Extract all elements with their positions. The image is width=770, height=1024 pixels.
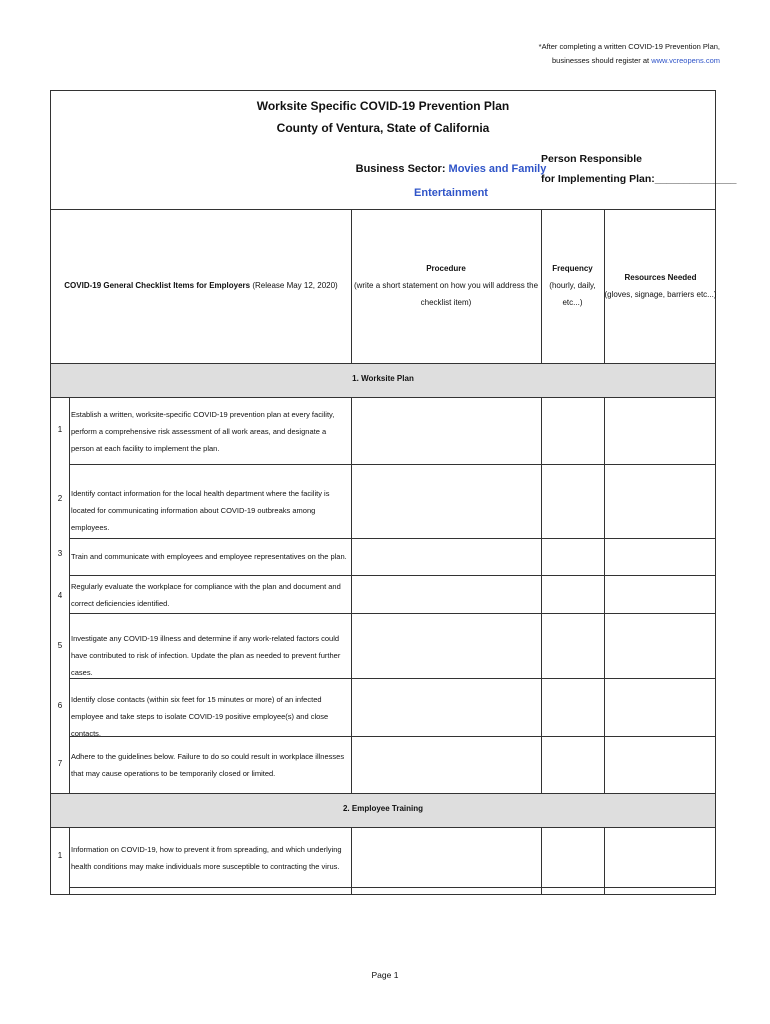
row-number: 2 <box>57 494 63 503</box>
person-responsible-field[interactable]: for Implementing Plan:______________ <box>541 173 737 185</box>
rule <box>541 827 542 895</box>
header-procedure <box>351 260 541 311</box>
rule <box>51 827 715 828</box>
checklist-item-text: Identify contact information for the local health department where the facility is located for communicating information about COVID-19 outbreaks among employees. <box>71 489 330 532</box>
rule <box>51 209 715 210</box>
checklist-item-text: Train and communicate with employees and employee representatives on the plan. <box>71 552 347 561</box>
rule <box>69 575 715 576</box>
row-number: 3 <box>57 549 63 558</box>
business-sector <box>351 157 551 205</box>
prevention-plan-form <box>50 90 737 895</box>
frequency-header-desc: (hourly, daily, <box>549 281 596 290</box>
checklist-item-text: Regularly evaluate the workplace for compliance with the plan and document and correct deficiencies identified. <box>71 582 341 608</box>
checklist-item-text: Information on COVID-19, how to prevent it from spreading, and which underlying health conditions may make individuals more susceptible to contracting the virus. <box>71 845 342 871</box>
registration-note-line2 <box>460 54 720 68</box>
rule <box>351 397 352 793</box>
rule <box>51 793 715 794</box>
rule <box>69 827 70 895</box>
rule <box>51 363 715 364</box>
person-responsible-label: Person Responsible <box>541 153 642 165</box>
frequency-header-desc-cont: etc...) <box>562 298 583 307</box>
rule <box>69 397 70 793</box>
page-number: Page 1 <box>371 970 399 980</box>
header-frequency <box>541 260 604 311</box>
rule <box>69 464 715 465</box>
procedure-header-desc-cont: checklist item) <box>420 298 472 307</box>
rule <box>604 827 605 895</box>
business-sector-value: Movies and Family <box>448 163 547 175</box>
rule <box>69 538 715 539</box>
procedure-header-title: Procedure <box>426 264 466 273</box>
business-sector-label: Business Sector: <box>355 163 449 175</box>
row-number: 1 <box>57 851 63 860</box>
procedure-header-desc: (write a short statement on how you will address the <box>353 281 539 290</box>
registration-note-line1: *After completing a written COVID-19 Prevention Plan, <box>538 42 720 51</box>
section-title-employee-training: 2. Employee Training <box>342 804 424 813</box>
frequency-header-title: Frequency <box>552 264 593 273</box>
checklist-item-text: Identify close contacts (within six feet for 15 minutes or more) of an infected employee and take steps to isolate COVID-19 positive employee(s) and close contacts. <box>71 695 329 738</box>
form-subtitle: County of Ventura, State of California <box>276 121 490 135</box>
row-number: 7 <box>57 759 63 768</box>
person-responsible[interactable] <box>541 149 737 189</box>
resources-header-title: Resources Needed <box>624 273 697 282</box>
registration-note <box>460 40 720 68</box>
header-checklist-items <box>51 277 351 294</box>
rule <box>541 397 542 793</box>
checklist-header-release: (Release May 12, 2020) <box>250 281 338 290</box>
checklist-header-title: COVID-19 General Checklist Items for Employers <box>64 281 251 290</box>
row-number: 4 <box>57 591 63 600</box>
rule <box>51 397 715 398</box>
checklist-item-text: Adhere to the guidelines below. Failure to do so could result in workplace illnesses that may cause operations to be temporarily closed or limited. <box>71 752 345 778</box>
rule <box>604 397 605 793</box>
row-number: 5 <box>57 641 63 650</box>
resources-header-desc: (gloves, signage, barriers etc...) <box>604 290 717 299</box>
checklist-item-text: Establish a written, worksite-specific COVID-19 prevention plan at every facility, perform a comprehensive risk assessment of all work areas, and designate a person at each facility to implement the plan. <box>71 410 335 453</box>
registration-link[interactable]: www.vcreopens.com <box>651 56 720 65</box>
rule <box>351 827 352 895</box>
header-resources <box>604 269 717 303</box>
checklist-item-text: Investigate any COVID-19 illness and determine if any work-related factors could have contributed to risk of infection. Update the plan as needed to prevent further cases. <box>71 634 341 677</box>
business-sector-value-cont: Entertainment <box>414 187 488 199</box>
rule <box>69 887 715 888</box>
row-number: 6 <box>57 701 63 710</box>
row-number: 1 <box>57 425 63 434</box>
registration-note-prefix: businesses should register at <box>551 56 652 65</box>
rule <box>69 613 715 614</box>
form-title: Worksite Specific COVID-19 Prevention Plan <box>256 99 510 113</box>
section-title-worksite-plan: 1. Worksite Plan <box>352 374 414 383</box>
